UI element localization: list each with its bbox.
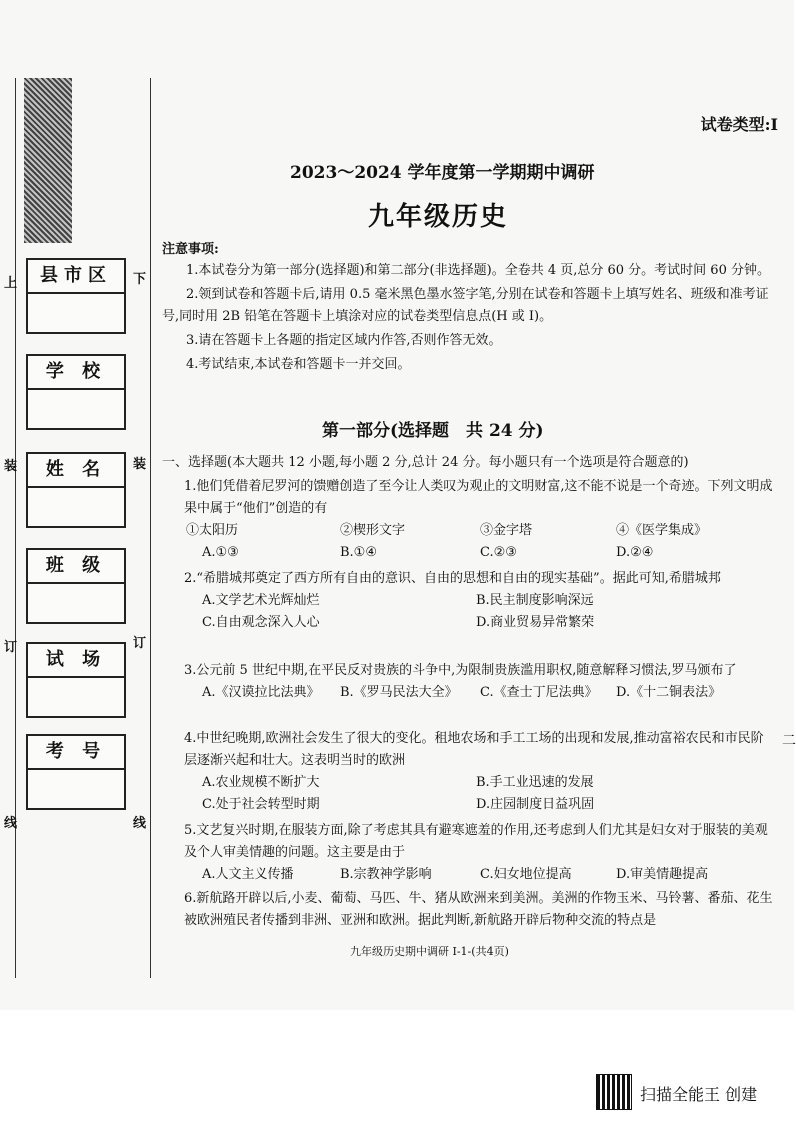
exam-room-box[interactable] [26,642,126,718]
option-a[interactable]: A.文学艺术光辉灿烂 [202,593,320,608]
option-row [184,590,774,612]
box-label: 班 级 [28,550,124,584]
exam-number-box[interactable] [26,734,126,810]
box-label: 姓 名 [28,454,124,488]
school-box[interactable] [26,354,126,430]
notice-item: 1.本试卷分为第一部分(选择题)和第二部分(非选择题)。全卷共 4 页,总分 60 分。考试时间 60 分钟。 [186,263,770,278]
binding-char-left: 装 [4,459,18,474]
option-b[interactable]: B.宗教神学影响 [340,867,432,882]
paper-type: 试卷类型:I [700,115,778,134]
binding-char-left: 上 [4,276,18,291]
name-box[interactable] [26,452,126,528]
binding-line-right [150,78,151,978]
option-c[interactable]: C.②③ [480,545,517,560]
question-6 [184,888,774,932]
binding-char-right: 装 [133,457,147,472]
option-c[interactable]: C.妇女地位提高 [480,867,572,882]
option-d[interactable]: D.庄园制度日益巩固 [476,797,595,812]
part-title: 第一部分(选择题 共 24 分) [322,421,544,441]
question-stem: 2.“希腊城邦奠定了西方所有自由的意识、自由的思想和自由的现实基础”。据此可知,希腊城邦 [184,571,721,586]
section-heading: 一、选择题(本大题共 12 小题,每小题 2 分,总计 24 分。每小题只有一个选项是符合题意的) [162,455,689,470]
option-a[interactable]: A.人文主义传播 [202,867,294,882]
item: ③金字塔 [480,523,533,538]
option-row [184,772,774,794]
question-items [184,520,774,542]
question-stem: 1.他们凭借着尼罗河的馈赠创造了至今让人类叹为观止的文明财富,这不能不说是一个奇迹。下列文明成果中属于“他们”创造的有 [184,479,773,516]
page-footer: 九年级历史期中调研 I-1-(共4页) [350,945,509,958]
option-d[interactable]: D.《十二铜表法》 [616,685,722,700]
option-d[interactable]: D.商业贸易异常繁荣 [476,615,595,630]
question-stem: 4.中世纪晚期,欧洲社会发生了很大的变化。租地农场和手工工场的出现和发展,推动富裕农民和市民阶层逐渐兴起和壮大。这表明当时的欧洲 [184,731,764,768]
option-a[interactable]: A.农业规模不断扩大 [202,775,320,790]
notice-list [162,260,770,378]
question-5 [184,820,774,886]
item: ②楔形文字 [340,523,406,538]
option-b[interactable]: B.《罗马民法大全》 [340,685,458,700]
box-label: 学 校 [28,356,124,390]
option-b[interactable]: B.民主制度影响深远 [476,593,594,608]
option-row [184,794,774,816]
class-box[interactable] [26,548,126,624]
notice-heading: 注意事项: [162,242,219,257]
question-stem: 3.公元前 5 世纪中期,在平民反对贵族的斗争中,为限制贵族滥用职权,随意解释习惯法,罗马颁布了 [184,663,737,678]
binding-char-right: 线 [133,816,147,831]
option-d[interactable]: D.②④ [616,545,654,560]
option-c[interactable]: C.自由观念深入人心 [202,615,320,630]
binding-line-left [15,78,16,978]
binding-char-right: 下 [133,272,147,287]
question-stem: 5.文艺复兴时期,在服装方面,除了考虑其具有避寒遮羞的作用,还考虑到人们尤其是妇女对于服装的美观及个人审美情趣的问题。这主要是由于 [184,823,768,860]
notice-item: 3.请在答题卡上各题的指定区域内作答,否则作答无效。 [186,333,502,348]
item: ①太阳历 [186,523,239,538]
subject-title: 九年级历史 [368,202,509,232]
box-label: 县市区 [28,260,124,294]
item: ④《医学集成》 [616,523,708,538]
binding-char-left: 线 [4,816,18,831]
box-label: 试 场 [28,644,124,678]
option-row [184,682,774,704]
question-3 [184,660,774,704]
option-c[interactable]: C.处于社会转型时期 [202,797,320,812]
exam-title: 2023～2024 学年度第一学期期中调研 [290,163,595,183]
question-1 [184,476,774,564]
qr-code-icon [596,1074,632,1110]
barcode-strip [24,78,72,243]
option-b[interactable]: B.①④ [340,545,377,560]
box-label: 考 号 [28,736,124,770]
question-2 [184,568,774,634]
scanner-watermark: 扫描全能王 创建 [640,1085,758,1104]
option-c[interactable]: C.《查士丁尼法典》 [480,685,598,700]
option-row [184,864,774,886]
notice-item: 2.领到试卷和答题卡后,请用 0.5 毫米黑色墨水签字笔,分别在试卷和答题卡上填写姓名、班级和准考证号,同时用 2B 铅笔在答题卡上填涂对应的试卷类型信息点(H 或 I)。 [162,287,769,324]
question-4 [184,728,774,816]
option-d[interactable]: D.审美情趣提高 [616,867,709,882]
option-row [184,612,774,634]
option-row [184,542,774,564]
notice-item: 4.考试结束,本试卷和答题卡一并交回。 [186,357,411,372]
option-a[interactable]: A.《汉谟拉比法典》 [202,685,320,700]
option-a[interactable]: A.①③ [202,545,239,560]
option-b[interactable]: B.手工业迅速的发展 [476,775,594,790]
question-stem: 6.新航路开辟以后,小麦、葡萄、马匹、牛、猪从欧洲来到美洲。美洲的作物玉米、马铃薯、番茄、花生被欧洲殖民者传播到非洲、亚洲和欧洲。据此判断,新航路开辟后物种交流的特点是 [184,891,773,928]
edge-mark: 二 [782,733,796,749]
binding-char-left: 订 [4,640,18,655]
county-box[interactable] [26,258,126,334]
binding-char-right: 订 [133,636,147,651]
